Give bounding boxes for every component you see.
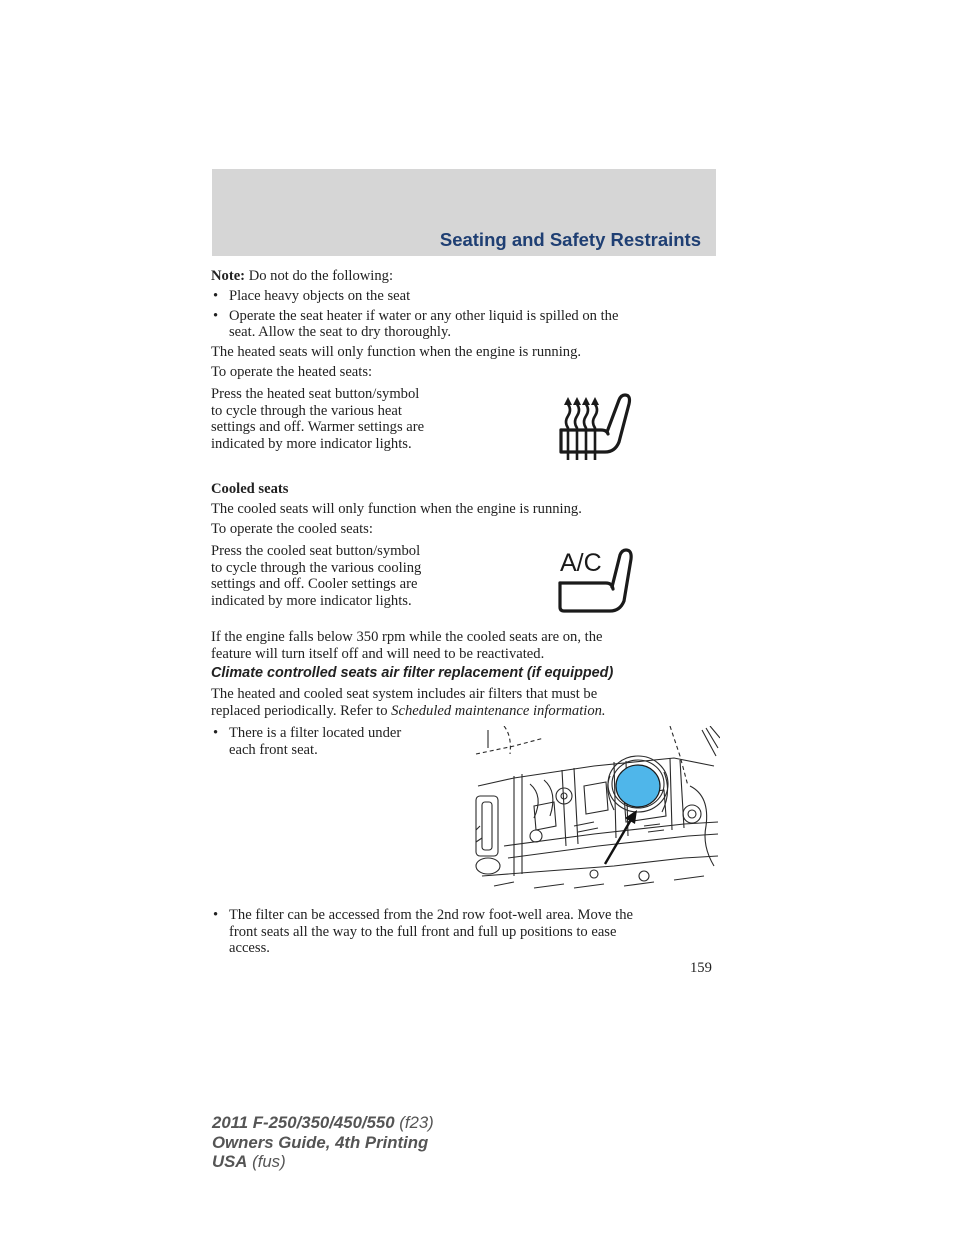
filter-bullet-1 [229, 725, 401, 758]
filter-bullet-2-line: The filter can be accessed from the 2nd row foot-well area. Move the [229, 907, 633, 923]
bullet-dot: • [213, 725, 219, 741]
filter-highlight [616, 765, 660, 807]
note-bullet-2-line-1: Operate the seat heater if water or any other liquid is spilled on the [229, 308, 619, 324]
filter-intro-line-1: The heated and cooled seat system includes air filters that must be [211, 686, 598, 702]
note-text: Do not do the following: [245, 268, 394, 284]
cooled-heading-text: Cooled seats [211, 481, 289, 497]
cooled-seat-icon [554, 545, 636, 615]
cooled-press-line: to cycle through the various cooling [211, 559, 422, 576]
filter-intro-line-2 [211, 703, 606, 720]
document-footer [212, 1113, 434, 1172]
filter-intro-prefix: replaced periodically. Refer to [211, 703, 392, 719]
filter-bullet-1-line: There is a filter located under [229, 725, 402, 741]
footer-line-1 [212, 1113, 434, 1133]
filter-bullet-2-line: access. [229, 940, 270, 956]
ac-label: A/C [560, 549, 602, 577]
heated-only-running: The heated seats will only function when the engine is running. [211, 344, 582, 360]
section-header-band [212, 169, 716, 256]
cooled-to-operate: To operate the cooled seats: [211, 521, 373, 537]
section-title: Seating and Safety Restraints [439, 229, 701, 250]
page-number: 159 [690, 960, 712, 976]
footer-market-code: (fus) [247, 1152, 286, 1171]
cooled-press-line: indicated by more indicator lights. [211, 592, 412, 609]
cooled-rpm-line: If the engine falls below 350 rpm while the cooled seats are on, the [211, 629, 603, 645]
filter-bullet-2 [229, 907, 633, 957]
note-bullet-2-line-2: seat. Allow the seat to dry thoroughly. [229, 324, 451, 340]
footer-model-code: (f23) [394, 1113, 434, 1132]
heated-press-line: Press the heated seat button/symbol [211, 386, 420, 402]
note-bullet-1: Place heavy objects on the seat [229, 288, 411, 304]
cooled-rpm-note [211, 629, 602, 662]
heated-seat-icon [555, 390, 635, 465]
heated-press-instructions [211, 386, 424, 452]
filter-heading: Climate controlled seats air filter replacement (if equipped) [211, 665, 614, 681]
footer-market: USA [212, 1152, 248, 1171]
footer-model: 2011 F-250/350/450/550 [212, 1113, 395, 1132]
cooled-press-instructions [211, 543, 421, 609]
bullet-dot: • [213, 907, 219, 923]
seat-filter-location-illustration [474, 726, 720, 894]
heated-press-line: settings and off. Warmer settings are [211, 419, 425, 435]
footer-line-2: Owners Guide, 4th Printing [212, 1132, 429, 1152]
cooled-press-line: settings and off. Cooler settings are [211, 576, 418, 592]
bullet-dot: • [213, 288, 219, 304]
heated-to-operate: To operate the heated seats: [211, 364, 373, 380]
heated-press-line: to cycle through the various heat [211, 402, 402, 419]
bullet-dot: • [213, 308, 219, 324]
cooled-only-running: The cooled seats will only function when the engine is running. [211, 501, 582, 517]
heated-press-line: indicated by more indicator lights. [211, 435, 412, 452]
cooled-heading [211, 481, 288, 498]
cooled-press-line: Press the cooled seat button/symbol [211, 543, 421, 559]
note-line [211, 268, 393, 285]
cooled-rpm-line: feature will turn itself off and will need to be reactivated. [211, 645, 545, 662]
filter-bullet-1-line: each front seat. [229, 741, 318, 758]
note-label: Note: [211, 268, 246, 284]
footer-line-3 [212, 1152, 434, 1172]
filter-bullet-2-line: front seats all the way to the full front and full up positions to ease [229, 923, 617, 940]
maintenance-reference: Scheduled maintenance information. [391, 703, 606, 719]
